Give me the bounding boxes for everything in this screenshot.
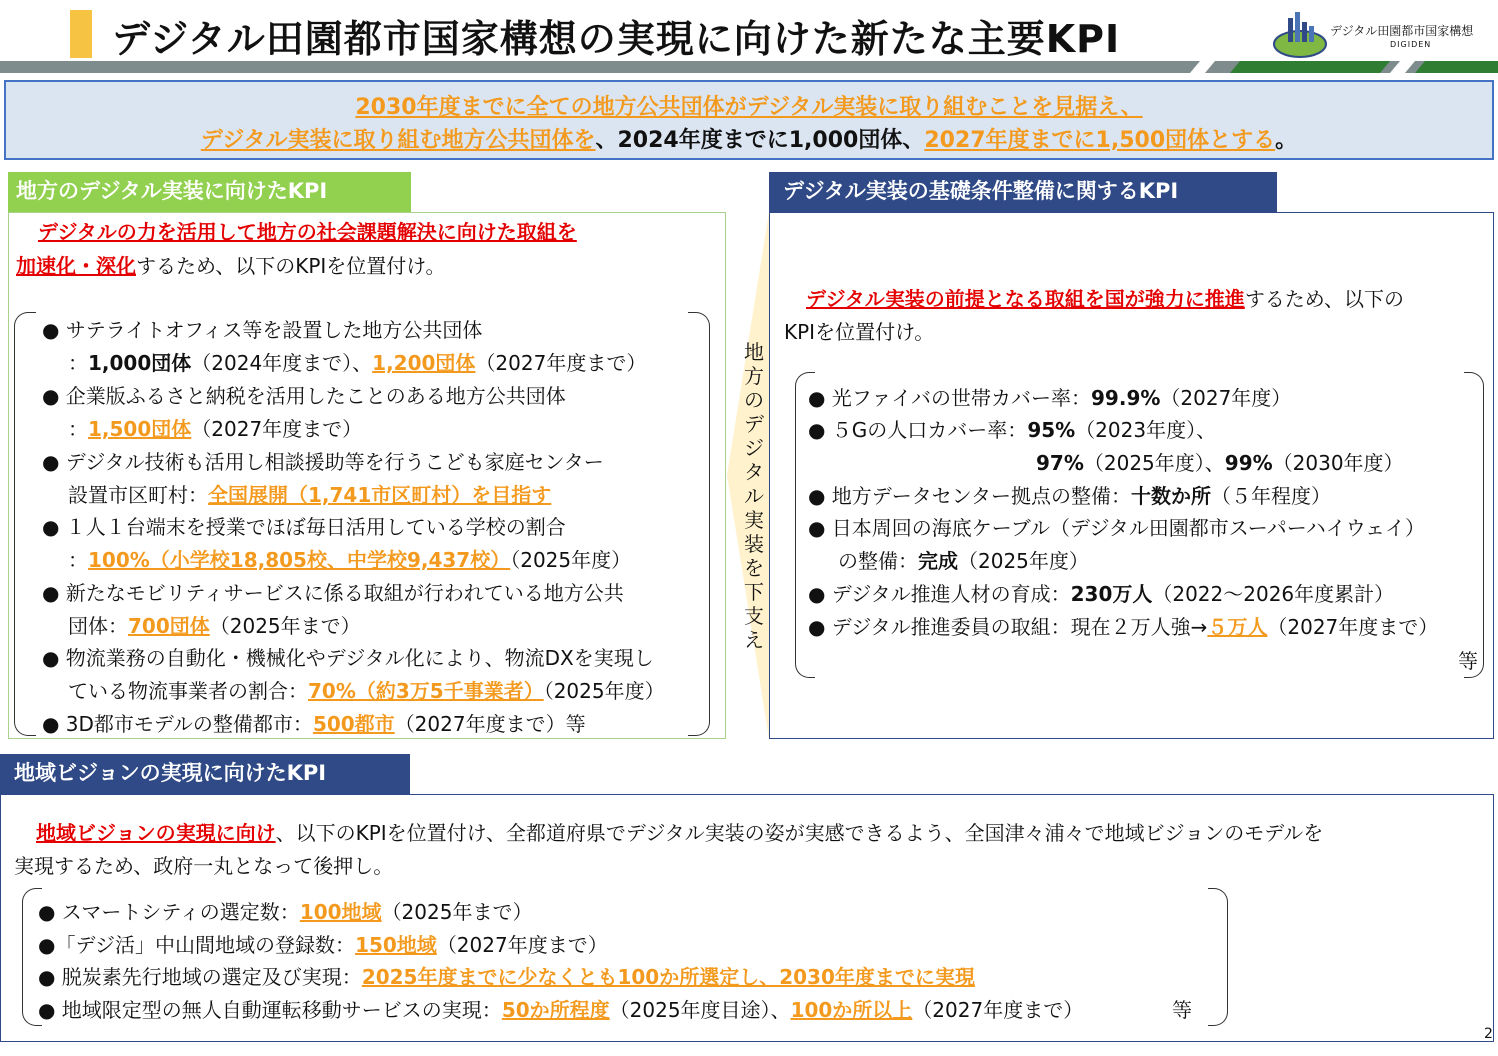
left-item-3b-orange: 全国展開（1,741市区町村）を目指す [208, 483, 552, 507]
left-item-1b-post: （2027年度まで） [475, 351, 647, 375]
left-item-1b-pre: ： [68, 351, 88, 375]
left-item-1a: ● サテライトオフィス等を設置した地方公共団体 [42, 318, 483, 342]
banner-l1-text: 2030年度までに全ての地方公共団体がデジタル実装に取り組むことを見据え、 [355, 95, 1143, 120]
left-item-6b-pre: ている物流事業者の割合： [68, 679, 308, 703]
page-number: 2 [1484, 1026, 1493, 1042]
left-intro-1-text: デジタルの力を活用して地方の社会課題解決に向けた取組を [38, 220, 577, 244]
bottom-etc: 等 [1172, 998, 1192, 1022]
left-item-6a: ● 物流業務の自動化・機械化やデジタル化により、物流DXを実現し [42, 646, 654, 670]
right-item-4b-pre: の整備： [838, 549, 918, 573]
bottom-item-1 [38, 896, 532, 925]
right-item-6-orange: ５万人 [1207, 615, 1268, 639]
left-item-3b-pre: 設置市区町村： [68, 483, 208, 507]
right-item-6-pre: ● デジタル推進委員の取組：現在２万人強→ [808, 615, 1208, 639]
right-item-1-bold: 99.9% [1091, 386, 1161, 410]
right-item-4b-post: （2025年度） [958, 549, 1089, 573]
left-item-1b-mid: （2024年度まで）、 [191, 351, 373, 375]
bottom-item-4-pre: ● 地域限定型の無人自動運転移動サービスの実現： [38, 998, 502, 1022]
right-brace-close [1464, 372, 1484, 678]
right-item-4b-bold: 完成 [918, 549, 958, 573]
bottom-item-2-post: （2027年度まで） [436, 933, 608, 957]
right-item-5-post: （2022～2026年度累計） [1152, 582, 1395, 606]
right-item-3-post: （５年程度） [1211, 484, 1332, 508]
bottom-item-3 [38, 961, 975, 990]
left-item-6b-post: （2025年度） [543, 679, 665, 703]
left-item-3b [68, 479, 551, 508]
left-item-5a: ● 新たなモビリティサービスに係る取組が行われている地方公共 [42, 581, 624, 605]
left-item-2b-post: （2027年度まで） [191, 417, 363, 441]
bottom-item-2 [38, 929, 608, 958]
left-item-4a: ● １人１台端末を授業でほぼ毎日活用している学校の割合 [42, 515, 566, 539]
bottom-item-1-pre: ● スマートシティの選定数： [38, 900, 300, 924]
bottom-item-2-pre: ●「デジ活」中山間地域の登録数： [38, 933, 356, 957]
logo-name: デジタル田園都市国家構想 [1330, 24, 1474, 38]
right-item-2-post: （2023年度）、 [1075, 418, 1217, 442]
right-item-4b [838, 545, 1089, 574]
bottom-item-1-post: （2025年まで） [381, 900, 533, 924]
bottom-item-4-orange2: 100か所以上 [790, 998, 913, 1022]
left-item-3a: ● デジタル技術も活用し相談援助等を行うこども家庭センター [42, 450, 604, 474]
left-item-7-pre: ● 3D都市モデルの整備都市： [42, 712, 313, 736]
banner-line-1 [0, 90, 1498, 121]
left-item-4b-pre: ： [68, 548, 88, 572]
bottom-item-4 [38, 994, 1083, 1023]
left-item-6b [68, 675, 665, 704]
left-intro-1 [38, 216, 577, 245]
right-item-6 [808, 611, 1438, 640]
right-item-2b-mid: （2025年度）、 [1083, 451, 1225, 475]
left-item-4b [68, 544, 631, 573]
page-title: デジタル田園都市国家構想の実現に向けた新たな主要KPI [112, 17, 1121, 61]
left-item-5b [68, 610, 361, 639]
left-item-5b-post: （2025年まで） [209, 614, 361, 638]
bottom-item-2-orange: 150地域 [355, 933, 437, 957]
left-brace-open [14, 312, 36, 736]
banner-l2b: 、2024年度までに1,000団体、 [595, 128, 925, 153]
logo-sub: DIGIDEN [1390, 40, 1432, 49]
right-item-2-bold: 95% [1027, 418, 1076, 442]
title-accent-bar [70, 10, 92, 58]
right-intro-2: KPIを位置付け。 [784, 320, 935, 344]
bottom-intro-1a: 地域ビジョンの実現に向け [36, 821, 276, 845]
left-brace-close [688, 312, 710, 736]
support-vertical-label: 地方のデジタル実装を下支え [744, 340, 764, 652]
bottom-item-3-pre: ● 脱炭素先行地域の選定及び実現： [38, 965, 362, 989]
right-item-4a: ● 日本周回の海底ケーブル（デジタル田園都市スーパーハイウェイ） [808, 516, 1426, 540]
header-band [0, 61, 1498, 73]
right-item-6-post: （2027年度まで） [1267, 615, 1439, 639]
banner-line-2 [0, 123, 1498, 154]
bottom-item-4-mid: （2025年度目途）、 [609, 998, 791, 1022]
right-item-5-bold: 230万人 [1070, 582, 1153, 606]
right-item-1 [808, 382, 1291, 411]
right-item-2-pre: ● ５Gの人口カバー率： [808, 418, 1028, 442]
bottom-intro-1b: 、以下のKPIを位置付け、全都道府県でデジタル実装の姿が実感できるよう、全国津々浦々で地域ビジョンのモデルを [275, 821, 1324, 845]
right-item-1-post: （2027年度） [1160, 386, 1292, 410]
left-intro-2a: 加速化・深化 [16, 254, 136, 278]
right-item-2b [1036, 447, 1404, 476]
right-intro-1b: するため、以下の [1244, 287, 1405, 311]
right-section-header: デジタル実装の基礎条件整備に関するKPI [769, 172, 1277, 212]
left-intro-2 [16, 250, 445, 279]
right-item-3-bold: 十数か所 [1131, 484, 1212, 508]
right-item-3-pre: ● 地方データセンター拠点の整備： [808, 484, 1132, 508]
left-item-7-orange: 500都市 [312, 712, 395, 736]
left-item-1b-bold: 1,000団体 [88, 351, 192, 375]
bottom-item-1-orange: 100地域 [299, 900, 382, 924]
right-item-3 [808, 480, 1331, 509]
right-item-2b-bold1: 97% [1036, 451, 1084, 475]
banner-l2c: 2027年度までに1,500団体とする [924, 128, 1276, 153]
right-intro-1a: デジタル実装の前提となる取組を国が強力に推進 [806, 287, 1245, 311]
left-item-2b-orange: 1,500団体 [88, 417, 192, 441]
left-item-2b-pre: ： [68, 417, 88, 441]
left-item-5b-orange: 700団体 [128, 614, 210, 638]
right-item-2b-bold2: 99% [1224, 451, 1273, 475]
left-item-6b-orange: 70%（約3万5千事業者） [308, 679, 544, 703]
right-etc: 等 [1458, 649, 1478, 673]
right-item-5-pre: ● デジタル推進人材の育成： [808, 582, 1071, 606]
left-item-7 [42, 708, 586, 737]
left-item-1b-orange: 1,200団体 [372, 351, 476, 375]
left-item-2a: ● 企業版ふるさと納税を活用したことのある地方公共団体 [42, 384, 566, 408]
right-item-1-pre: ● 光ファイバの世帯カバー率： [808, 386, 1092, 410]
banner-l2a: デジタル実装に取り組む地方公共団体を [200, 128, 596, 153]
bottom-item-4-orange1: 50か所程度 [501, 998, 610, 1022]
bottom-item-4-post: （2027年度まで） [912, 998, 1084, 1022]
left-item-1b [68, 347, 646, 376]
bottom-intro-2: 実現するため、政府一丸となって後押し。 [14, 854, 394, 878]
left-item-7-post: （2027年度まで）等 [394, 712, 586, 736]
right-item-2 [808, 414, 1216, 443]
right-intro-1 [806, 283, 1404, 312]
left-intro-2b: するため、以下のKPIを位置付け。 [136, 254, 446, 278]
bottom-brace-close [1208, 888, 1228, 1026]
right-item-2b-post: （2030年度） [1272, 451, 1404, 475]
bottom-item-3-orange: 2025年度までに少なくとも100か所選定し、2030年度までに実現 [361, 965, 975, 989]
left-item-5b-pre: 団体： [68, 614, 128, 638]
bottom-intro-1 [36, 817, 1323, 846]
left-item-4b-orange: 100%（小学校18,805校、中学校9,437校） [88, 548, 511, 572]
bottom-section-header: 地域ビジョンの実現に向けたKPI [0, 754, 410, 794]
left-item-4b-post: （2025年度） [510, 548, 632, 572]
right-item-5 [808, 578, 1394, 607]
left-item-2b [68, 413, 362, 442]
left-section-header: 地方のデジタル実装に向けたKPI [8, 172, 411, 212]
banner-l2d: 。 [1275, 128, 1298, 153]
